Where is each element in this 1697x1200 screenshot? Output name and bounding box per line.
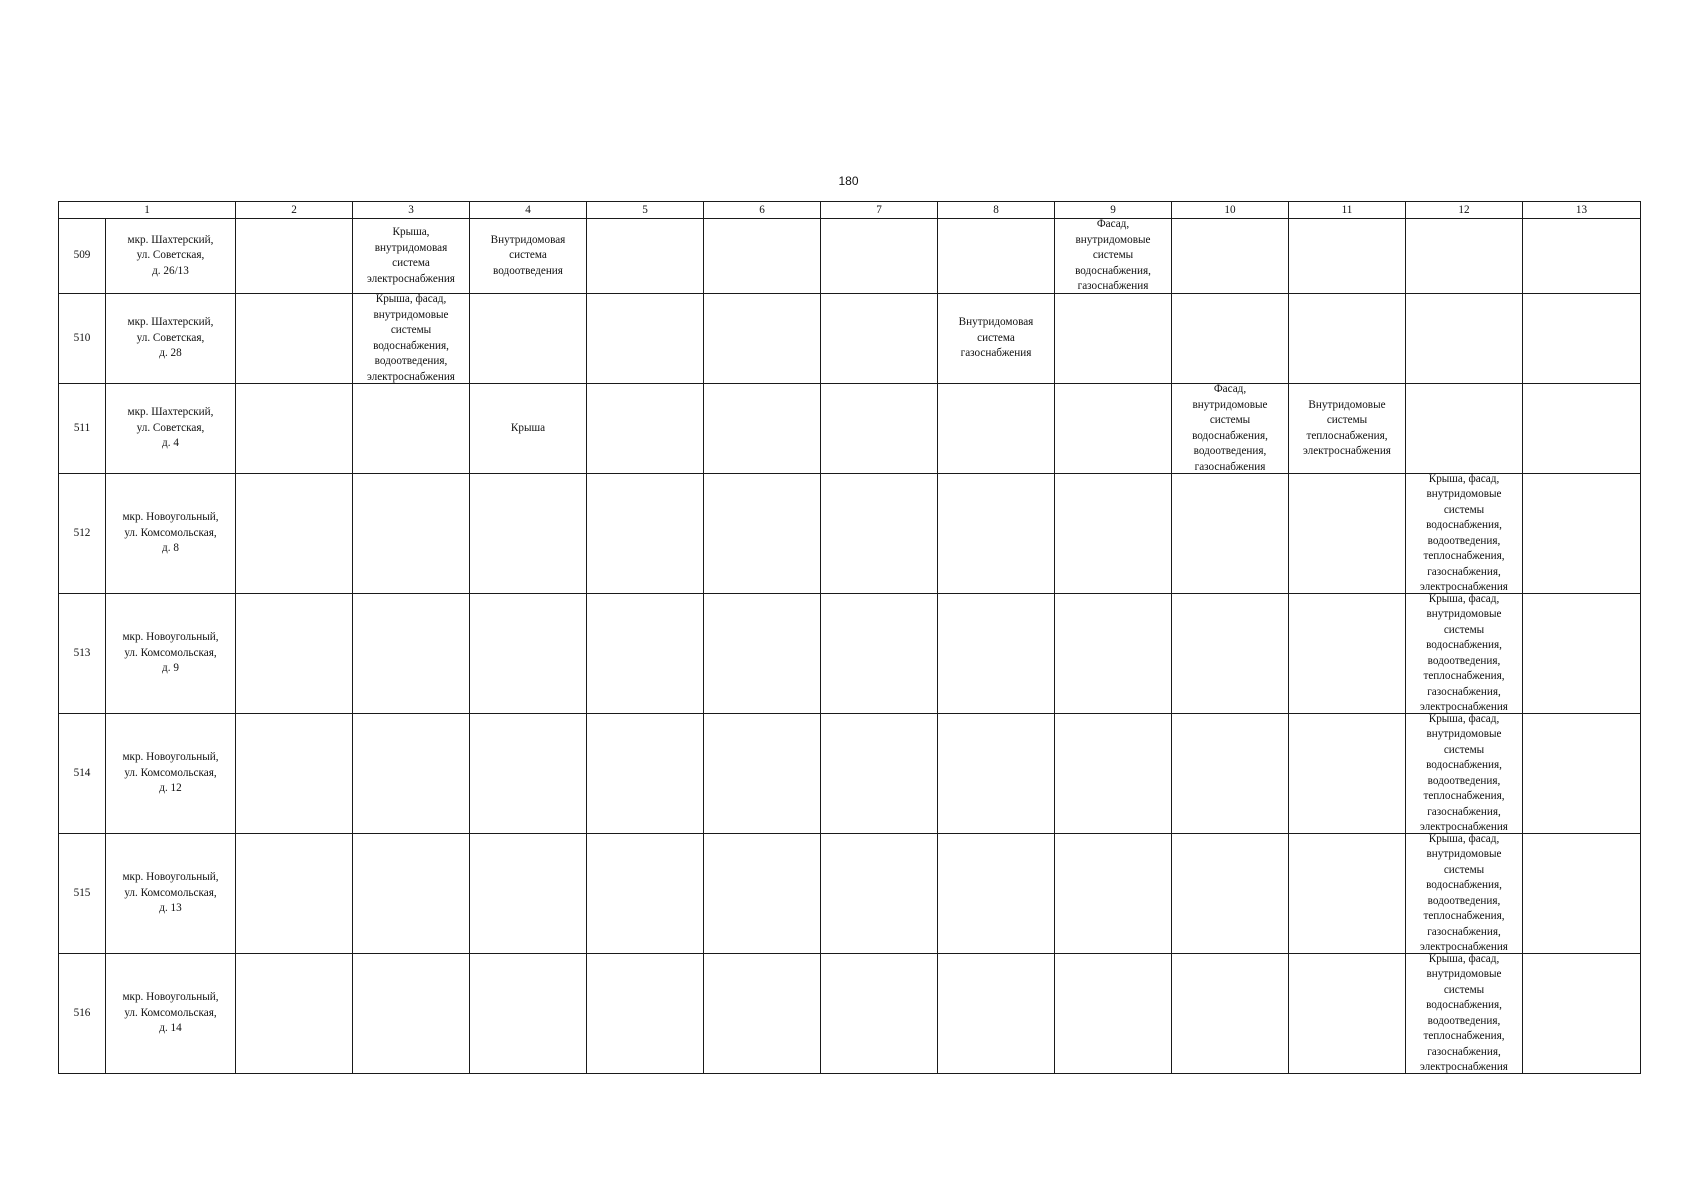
year-cell-col-3-text: Крыша, фасад, внутридомовые системы водоснабжения, водоотведения, электроснабжения [367,294,455,383]
table-row [59,834,1641,954]
year-cell-col-6 [704,219,821,294]
year-cell-col-5 [587,954,704,1074]
table-row [59,474,1641,594]
year-cell-col-6 [704,714,821,834]
row-number-text: 510 [73,331,91,344]
address-cell [106,954,236,1074]
year-cell-col-8 [938,594,1055,714]
row-number [59,474,106,594]
year-cell-col-8 [938,294,1055,384]
year-cell-col-13 [1523,594,1641,714]
header-row [59,202,1641,219]
table-body [59,219,1641,1074]
column-header-2: 2 [236,202,353,219]
year-cell-col-7 [821,834,938,954]
table-row [59,384,1641,474]
year-cell-col-2 [236,714,353,834]
year-cell-col-4 [470,294,587,384]
page-number: 180 [838,174,859,188]
year-cell-col-4 [470,384,587,474]
row-number [59,714,106,834]
column-header-4: 4 [470,202,587,219]
row-number-text: 515 [73,886,91,899]
year-cell-col-13 [1523,294,1641,384]
row-number [59,594,106,714]
year-cell-col-5 [587,219,704,294]
column-header-3: 3 [353,202,470,219]
year-cell-col-5 [587,714,704,834]
year-cell-col-8 [938,954,1055,1074]
column-header-13: 13 [1523,202,1641,219]
year-cell-col-13 [1523,474,1641,594]
year-cell-col-3 [353,714,470,834]
year-cell-col-4 [470,594,587,714]
year-cell-col-10 [1172,474,1289,594]
year-cell-col-13 [1523,714,1641,834]
year-cell-col-10 [1172,294,1289,384]
year-cell-col-8 [938,219,1055,294]
address-cell [106,384,236,474]
row-number-text: 511 [73,421,91,434]
address-cell-text: мкр. Шахтерский, ул. Советская, д. 28 [127,316,214,360]
column-header-8: 8 [938,202,1055,219]
table-row [59,219,1641,294]
year-cell-col-10 [1172,219,1289,294]
column-header-12: 12 [1406,202,1523,219]
year-cell-col-6 [704,834,821,954]
year-cell-col-13 [1523,384,1641,474]
year-cell-col-6 [704,594,821,714]
address-cell [106,294,236,384]
year-cell-col-12 [1406,954,1523,1074]
year-cell-col-8 [938,714,1055,834]
year-cell-col-11 [1289,219,1406,294]
year-cell-col-9 [1055,294,1172,384]
address-cell-text: мкр. Шахтерский, ул. Советская, д. 26/13 [127,233,214,277]
column-header-7: 7 [821,202,938,219]
year-cell-col-11-text: Внутридомовые системы теплоснабжения, электроснабжения [1303,398,1391,457]
year-cell-col-11 [1289,954,1406,1074]
year-cell-col-10 [1172,384,1289,474]
address-cell [106,219,236,294]
year-cell-col-10 [1172,714,1289,834]
year-cell-col-3-text: Крыша, внутридомовая система электроснабжения [367,226,455,285]
year-cell-col-12 [1406,714,1523,834]
year-cell-col-12-text: Крыша, фасад, внутридомовые системы водоснабжения, водоотведения, теплоснабжения, газоснабжения, электроснабжения [1420,834,1508,953]
address-cell [106,834,236,954]
address-cell-text: мкр. Новоугольный, ул. Комсомольская, д. 14 [122,991,219,1035]
year-cell-col-2 [236,474,353,594]
row-number-text: 513 [73,646,91,659]
year-cell-col-7 [821,384,938,474]
year-cell-col-13 [1523,834,1641,954]
year-cell-col-3 [353,834,470,954]
year-cell-col-10 [1172,834,1289,954]
year-cell-col-4-text: Внутридомовая система водоотведения [490,233,566,277]
year-cell-col-11 [1289,714,1406,834]
year-cell-col-4 [470,834,587,954]
row-number-text: 509 [73,249,91,262]
year-cell-col-9 [1055,384,1172,474]
year-cell-col-3 [353,474,470,594]
year-cell-col-4 [470,474,587,594]
year-cell-col-8 [938,474,1055,594]
year-cell-col-3 [353,294,470,384]
year-cell-col-7 [821,219,938,294]
year-cell-col-4 [470,714,587,834]
year-cell-col-5 [587,834,704,954]
year-cell-col-2 [236,219,353,294]
year-cell-col-8-text: Внутридомовая система газоснабжения [958,316,1034,360]
table-row [59,714,1641,834]
year-cell-col-2 [236,834,353,954]
row-number [59,384,106,474]
year-cell-col-6 [704,474,821,594]
year-cell-col-3 [353,384,470,474]
year-cell-col-5 [587,294,704,384]
table-row [59,594,1641,714]
year-cell-col-9 [1055,834,1172,954]
year-cell-col-12-text: Крыша, фасад, внутридомовые системы водоснабжения, водоотведения, теплоснабжения, газоснабжения, электроснабжения [1420,714,1508,833]
year-cell-col-2 [236,384,353,474]
year-cell-col-6 [704,294,821,384]
year-cell-col-11 [1289,294,1406,384]
year-cell-col-5 [587,384,704,474]
year-cell-col-10 [1172,594,1289,714]
address-cell [106,714,236,834]
year-cell-col-12 [1406,294,1523,384]
column-header-11: 11 [1289,202,1406,219]
year-cell-col-7 [821,474,938,594]
year-cell-col-4-text: Крыша [510,421,546,434]
row-number-text: 516 [73,1006,91,1019]
year-cell-col-12 [1406,384,1523,474]
row-number-text: 512 [73,526,91,539]
column-header-5: 5 [587,202,704,219]
table-row [59,294,1641,384]
year-cell-col-9 [1055,474,1172,594]
address-cell-text: мкр. Шахтерский, ул. Советская, д. 4 [127,406,214,450]
column-header-1: 1 [59,202,236,219]
row-number [59,954,106,1074]
year-cell-col-10-text: Фасад, внутридомовые системы водоснабжения, водоотведения, газоснабжения [1192,384,1268,473]
address-cell-text: мкр. Новоугольный, ул. Комсомольская, д. 12 [122,751,219,795]
year-cell-col-12 [1406,219,1523,294]
row-number-text: 514 [73,766,91,779]
year-cell-col-2 [236,594,353,714]
table-row [59,954,1641,1074]
year-cell-col-9 [1055,954,1172,1074]
year-cell-col-5 [587,474,704,594]
column-header-10: 10 [1172,202,1289,219]
row-number [59,219,106,294]
year-cell-col-9 [1055,219,1172,294]
year-cell-col-9-text: Фасад, внутридомовые системы водоснабжения, газоснабжения [1075,219,1151,293]
column-header-9: 9 [1055,202,1172,219]
year-cell-col-12-text: Крыша, фасад, внутридомовые системы водоснабжения, водоотведения, теплоснабжения, газоснабжения, электроснабжения [1420,594,1508,713]
address-cell-text: мкр. Новоугольный, ул. Комсомольская, д. 13 [122,871,219,915]
year-cell-col-11 [1289,474,1406,594]
year-cell-col-6 [704,384,821,474]
year-cell-col-8 [938,834,1055,954]
year-cell-col-11 [1289,834,1406,954]
year-cell-col-7 [821,294,938,384]
year-cell-col-12 [1406,834,1523,954]
year-cell-col-7 [821,594,938,714]
year-cell-col-12 [1406,594,1523,714]
column-header-6: 6 [704,202,821,219]
year-cell-col-2 [236,294,353,384]
year-cell-col-7 [821,714,938,834]
year-cell-col-5 [587,594,704,714]
address-cell [106,474,236,594]
row-number [59,294,106,384]
address-cell-text: мкр. Новоугольный, ул. Комсомольская, д. 9 [122,631,219,675]
year-cell-col-13 [1523,219,1641,294]
year-cell-col-9 [1055,714,1172,834]
year-cell-col-10 [1172,954,1289,1074]
year-cell-col-11 [1289,594,1406,714]
year-cell-col-2 [236,954,353,1074]
year-cell-col-4 [470,954,587,1074]
year-cell-col-12 [1406,474,1523,594]
year-cell-col-4 [470,219,587,294]
year-cell-col-3 [353,954,470,1074]
address-cell-text: мкр. Новоугольный, ул. Комсомольская, д. 8 [122,511,219,555]
year-cell-col-13 [1523,954,1641,1074]
year-cell-col-3 [353,219,470,294]
year-cell-col-12-text: Крыша, фасад, внутридомовые системы водоснабжения, водоотведения, теплоснабжения, газоснабжения, электроснабжения [1420,474,1508,593]
year-cell-col-11 [1289,384,1406,474]
table-header [59,202,1641,219]
row-number [59,834,106,954]
year-cell-col-7 [821,954,938,1074]
schedule-table [58,201,1641,1074]
year-cell-col-6 [704,954,821,1074]
year-cell-col-9 [1055,594,1172,714]
year-cell-col-12-text: Крыша, фасад, внутридомовые системы водоснабжения, водоотведения, теплоснабжения, газоснабжения, электроснабжения [1420,954,1508,1073]
year-cell-col-3 [353,594,470,714]
year-cell-col-8 [938,384,1055,474]
address-cell [106,594,236,714]
